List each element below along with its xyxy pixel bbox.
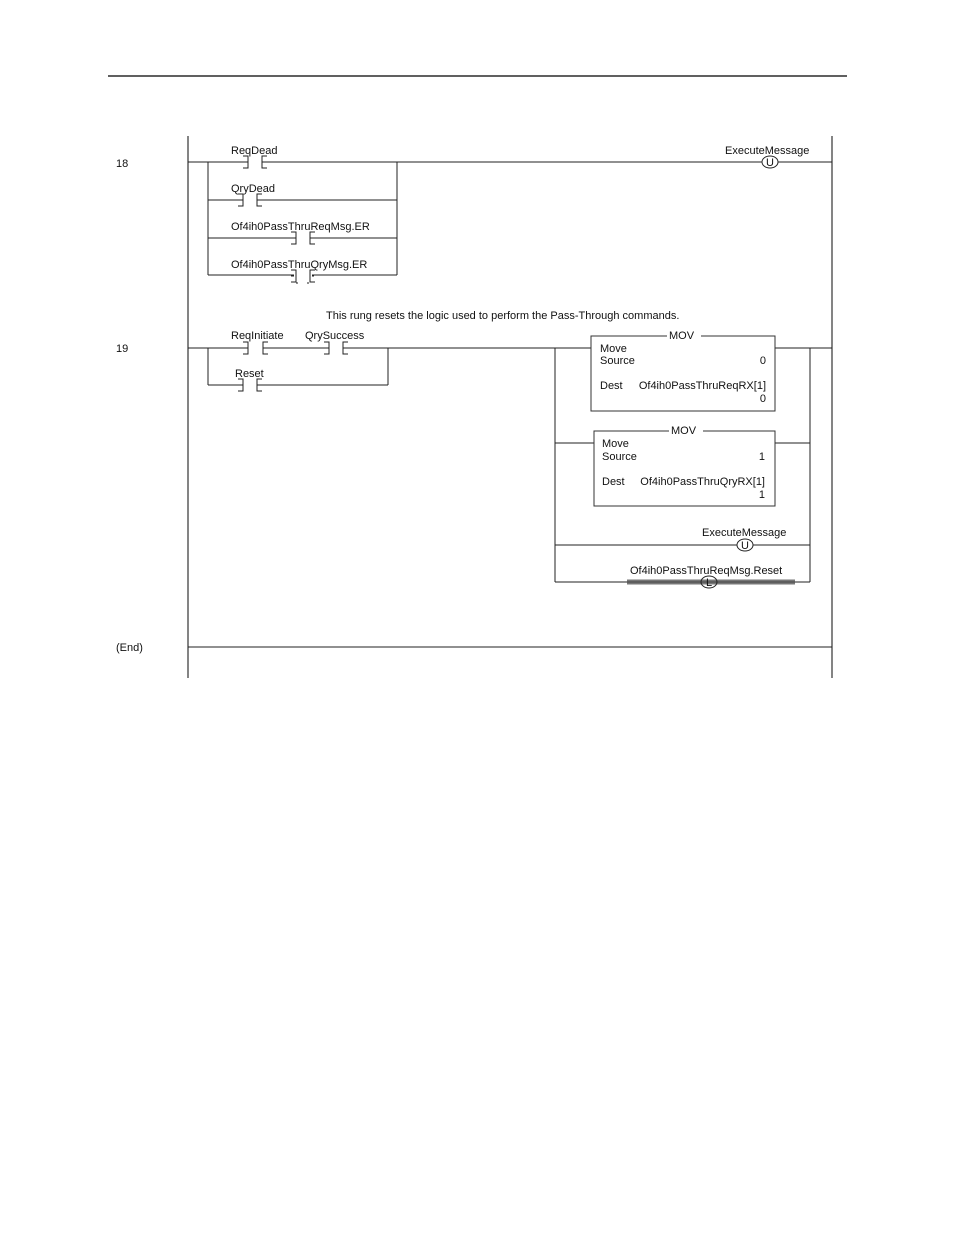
rung-19-comment: This rung resets the logic used to perform the Pass-Through commands. bbox=[326, 310, 680, 322]
contact-label: Of4ih0PassThruReqMsg.ER bbox=[231, 221, 370, 233]
mov-dest-label: Dest bbox=[600, 380, 623, 392]
end-label: (End) bbox=[116, 642, 143, 654]
coil-label: ExecuteMessage bbox=[725, 145, 810, 157]
contact-label: Of4ih0PassThruQryMsg.ER bbox=[231, 259, 368, 271]
contact-reqdead[interactable] bbox=[231, 145, 277, 168]
mov-source-value: 1 bbox=[758, 451, 765, 463]
mov-name: Move bbox=[602, 438, 629, 450]
mov-source-label: Source bbox=[602, 451, 637, 463]
coil-type: U bbox=[766, 157, 774, 169]
contact-qrymsg-er[interactable] bbox=[231, 259, 367, 284]
mov-block-2[interactable] bbox=[594, 425, 775, 506]
contact-label: QrySuccess bbox=[305, 330, 365, 342]
coil-label: ExecuteMessage bbox=[702, 527, 787, 539]
mov-dest-value: 0 bbox=[759, 393, 766, 405]
contact-label: ReqInitiate bbox=[231, 330, 284, 342]
coil-type: U bbox=[741, 540, 749, 552]
rung-19 bbox=[188, 330, 832, 589]
contact-label: ReqDead bbox=[231, 145, 278, 157]
mov-dest-tag: Of4ih0PassThruReqRX[1] bbox=[638, 380, 766, 392]
contact-reset[interactable] bbox=[235, 368, 264, 391]
mov-dest-tag: Of4ih0PassThruQryRX[1] bbox=[640, 476, 765, 488]
contact-qrydead[interactable] bbox=[231, 183, 275, 206]
mov-block-1[interactable] bbox=[591, 330, 775, 411]
coil-unlatch-executemessage-19[interactable] bbox=[702, 527, 786, 552]
contact-reqmsg-er[interactable] bbox=[231, 221, 370, 244]
coil-latch-reqmsg-reset[interactable] bbox=[627, 565, 795, 589]
mov-source-value: 0 bbox=[759, 355, 766, 367]
rung-18 bbox=[188, 145, 832, 284]
mov-dest-value: 1 bbox=[758, 489, 765, 501]
rung-19-number: 19 bbox=[116, 343, 129, 355]
rung-18-number: 18 bbox=[116, 158, 129, 170]
coil-unlatch-executemessage[interactable] bbox=[725, 145, 809, 169]
mov-source-label: Source bbox=[600, 355, 635, 367]
mov-dest-label: Dest bbox=[602, 476, 625, 488]
contact-reqinitiate[interactable] bbox=[231, 330, 284, 354]
coil-type: L bbox=[706, 577, 713, 589]
contact-label: QryDead bbox=[231, 183, 276, 195]
contact-label: Reset bbox=[235, 368, 264, 380]
mov-title: MOV bbox=[669, 330, 695, 342]
mov-name: Move bbox=[600, 343, 627, 355]
contact-qrysuccess[interactable] bbox=[305, 330, 365, 354]
coil-label: Of4ih0PassThruReqMsg.Reset bbox=[630, 565, 783, 577]
mov-title: MOV bbox=[671, 425, 697, 437]
